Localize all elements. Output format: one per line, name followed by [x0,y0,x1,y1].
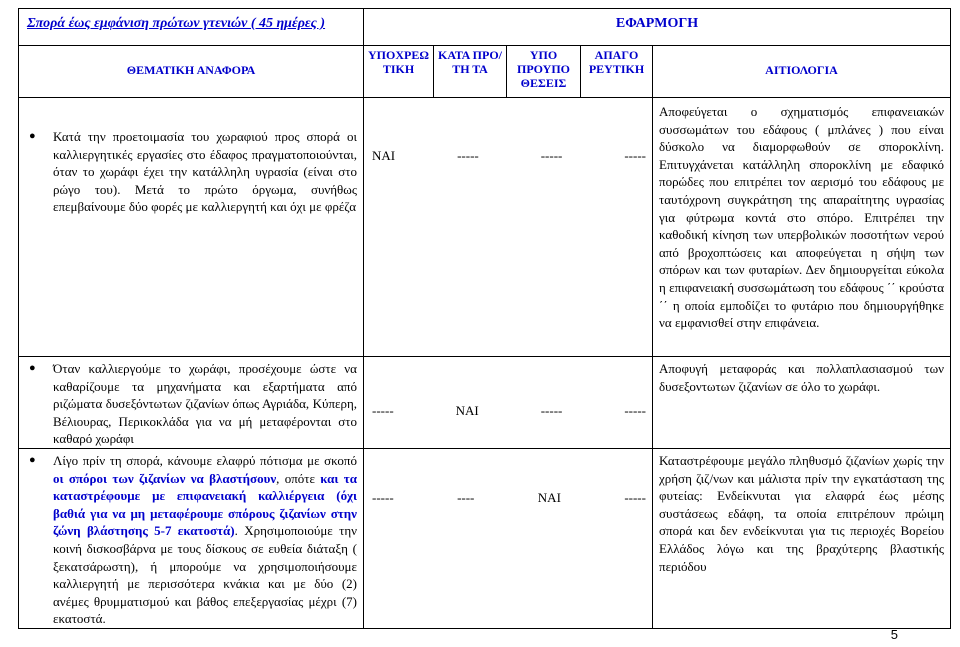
reference-text: Λίγο πρίν τη σπορά, κάνουμε ελαφρύ πότισμα με σκοπό οι σπόροι των ζιζανίων να βλαστήσουν, οπότε και τα καταστρέφουμε με επιφανειακή καλλιέργεια (όχι βαθιά για να μη μεταφέρουμε σπόρους ζιζανίων στην ζώνη βλάστησης 5-7 εκατοστά). Χρησιμοποιούμε την κοινή δισκοσβάρνα με τους δίσκους σε ευθεία διάταξη ( ξεκατσάρωστη), ή μπορούμε να χρησιμοποιήσουμε καλλιεργητή με περισσότερα κνάκια και με δύο (2) ανέμες θρυμματισμού και βάθος επεξεργασίας μέχρι (7) εκατοστά. [53,453,357,627]
forbidden-header: ΑΠΑΓΟ ΡΕΥΤΙΚΗ [581,46,653,98]
table-row [19,98,951,357]
under-value: ----- [540,403,563,418]
per-value: ---- [457,490,475,505]
cause-text: Αποφυγή μεταφοράς και πολλαπλασιασμού των δυσεξοντωτων ζιζανίων σε όλο το χωράφι. [653,357,951,449]
per-value: ----- [457,148,479,163]
mandatory-value: ----- [372,490,394,505]
page-number: 5 [890,627,898,642]
forbidden-value: ----- [624,148,646,163]
mandatory-header: ΥΠΟΧΡΕΩ ΤΙΚΗ [364,46,434,98]
application-table [18,8,951,629]
reference-text: Όταν καλλιεργούμε το χωράφι, προσέχουμε ώστε να καθαρίζουμε τα μηχανήματα και εξαρτήματα από ριζώματα δυσεξόντωτων ζιζανίων όπως Αγριάδα, Κύπερη, Βέλιουρας, Περικοκλάδα για να μή μεταφέρονται στο καθαρό χωράφι [53,361,357,447]
cause-text: Καταστρέφουμε μεγάλο πληθυσμό ζιζανίων χωρίς την χρήση ζιζ/νων και μάλιστα πρίν την εγκατάσταση της φυτείας: Ενδείκνυται για ελαφρά έως μέσης συστάσεως εδάφη, τα οποία επιτρέπουν πρώιμη σπορά και δεν ενδείκνυται για τις περιοχές Βορείου Ελλάδος λόγω και της βραχύτερης βλαστικής περιόδου [653,449,951,629]
list-item [29,360,357,448]
section-title: Σπορά έως εμφάνιση πρώτων γτενιών ( 45 ημέρες ) [19,9,364,46]
forbidden-value: ----- [624,403,646,418]
cause-text: Αποφεύγεται ο σχηματισμός επιφανειακών συσσωμάτων του εδάφους ( μπλάνες ) που είναι δύσκολο να διαμορφωθούν σε σπορoκλίνη. Επιτυγχάνεται κατάλληλη σπορoκλίνη με εδαφικό πορώδες που επιτρέπει τον αερισμό του εδάφους με ταυτόχρονη συγκράτηση της απαραίτητης υγρασίας για φύτρωμα κοντά στο σπόρο. Επιτρέπει την καθοδική κίνηση των υπερβολικών ποσοτήτων νερού από βροχοπτώσεις και αποφεύγεται η σήψη των σπόρων και των φυταρίων. Δεν δημιουργείται εύκολα η επιφανειακή συσσωμάτωση του εδάφους ΄΄ κρούστα ΄΄ η οποία εμποδίζει το φυτάριο που δημιουργήθηκε να εμφανισθεί στην επιφάνεια. [653,98,951,357]
table-row [19,357,951,449]
under-conditions-header: ΥΠΟ ΠΡΟΥΠΟ ΘΕΣΕΙΣ [507,46,581,98]
per-value: ΝΑΙ [455,403,479,418]
bullet-icon: ● [29,454,36,466]
list-item [29,452,357,628]
forbidden-value: ----- [624,490,646,505]
under-value: ----- [540,148,563,163]
bullet-icon: ● [29,130,36,142]
mandatory-value: ----- [372,403,394,418]
application-header: ΕΦΑΡΜΟΓΗ [364,9,951,46]
thematic-header: ΘΕΜΑΤΙΚΗ ΑΝΑΦΟΡΑ [19,46,364,98]
list-item [29,128,357,216]
under-value: ΝΑΙ [537,490,561,505]
table-row [19,449,951,629]
cause-header: ΑΙΤΙΟΛΟΓΙΑ [653,46,951,98]
bullet-icon: ● [29,362,36,374]
mandatory-value: ΝΑΙ [372,148,396,163]
reference-text: Κατά την προετοιμασία του χωραφιού προς σπορά οι καλλιεργητικές εργασίες στο έδαφος πραγματοποιούνται, όταν το χωράφι έχει την κατάλληλη υγρασία (είναι στο ρώγο του). Μετά το πρώτο όργωμα, συνήθως επεμβαίνουμε δύο φορές με καλλιεργητή και όχι με φρέζα [53,129,357,215]
per-header: ΚΑΤΑ ΠΡΟ/ΤΗ ΤΑ [434,46,507,98]
document-page [18,8,950,629]
